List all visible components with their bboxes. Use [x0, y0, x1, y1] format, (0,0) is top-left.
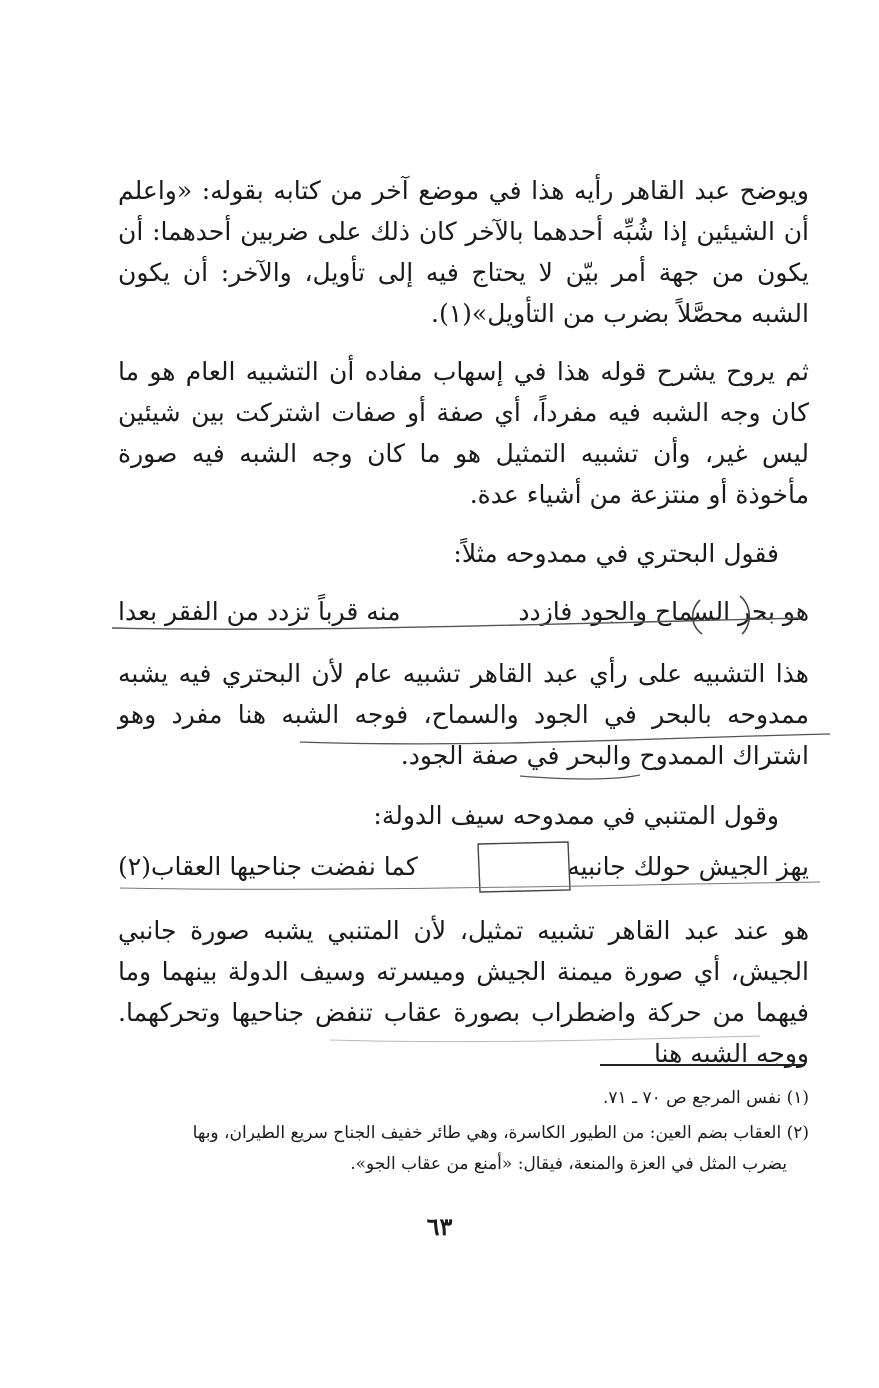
verse-intro-mutanabbi: وقول المتنبي في ممدوحه سيف الدولة:	[373, 801, 779, 830]
verse-intro-buhturi: فقول البحتري في ممدوحه مثلاً:	[453, 539, 779, 568]
verse-mutanabbi-first-hemistich: يهز الجيش حولك جانبيه	[567, 852, 809, 881]
verse-buhturi	[110, 591, 809, 633]
paragraph-2: ثم يروح يشرح قوله هذا في إسهاب مفاده أن التشبيه العام هو ما كان وجه الشبه فيه مفرداً، أي صفة أو صفات اشتركت بين شيئين ليس غير، وأن تشبيه التمثيل هو ما كان وجه الشبه فيه صورة مأخوذة أو منتزعة من أشياء عدة.	[118, 357, 809, 509]
verse-buhturi-second-hemistich: منه قرباً تزدد من الفقر بعدا	[118, 597, 401, 626]
verse-buhturi-first-hemistich: هو بحر السماح والجود فازدد	[518, 597, 809, 626]
verse-mutanabbi	[110, 846, 809, 888]
footnote-separator	[600, 1064, 805, 1066]
paragraph-4: هو عند عبد القاهر تشبيه تمثيل، لأن المتنبي يشبه صورة جانبي الجيش، أي صورة ميمنة الجيش وميسرته وسيف الدولة بينهما وما فيهما من حركة واضطراب بصورة عقاب تنفض جناحيها وتحركهما. ووجه الشبه هنا	[118, 916, 809, 1068]
footnote-2-line-1: (٢) العقاب بضم العين: من الطيور الكاسرة، وهي طائر خفيف الجناح سريع الطيران، وبها	[192, 1123, 809, 1143]
footnote-2-line-2: يضرب المثل في العزة والمنعة، فيقال: «أمنع من عقاب الجو».	[350, 1154, 787, 1174]
paragraph-3: هذا التشبيه على رأي عبد القاهر تشبيه عام لأن البحتري فيه يشبه ممدوحه بالبحر في الجود والسماح، فوجه الشبه هنا مفرد وهو اشتراك الممدوح والبحر في صفة الجود.	[118, 659, 809, 770]
paragraph-1: ويوضح عبد القاهر رأيه هذا في موضع آخر من كتابه بقوله: «واعلم أن الشيئين إذا شُبِّه أحدهما بالآخر كان ذلك على ضربين أحدهما: أن يكون من جهة أمر بيّن لا يحتاج فيه إلى تأويل، والآخر: أن يكون الشبه محصَّلاً بضرب من التأويل»(١).	[118, 176, 809, 328]
footnote-1: (١) نفس المرجع ص ٧٠ ـ ٧١.	[603, 1088, 809, 1108]
page-number: ٦٣	[426, 1212, 453, 1241]
verse-mutanabbi-second-hemistich: كما نفضت جناحيها العقاب(٢)	[118, 852, 418, 881]
